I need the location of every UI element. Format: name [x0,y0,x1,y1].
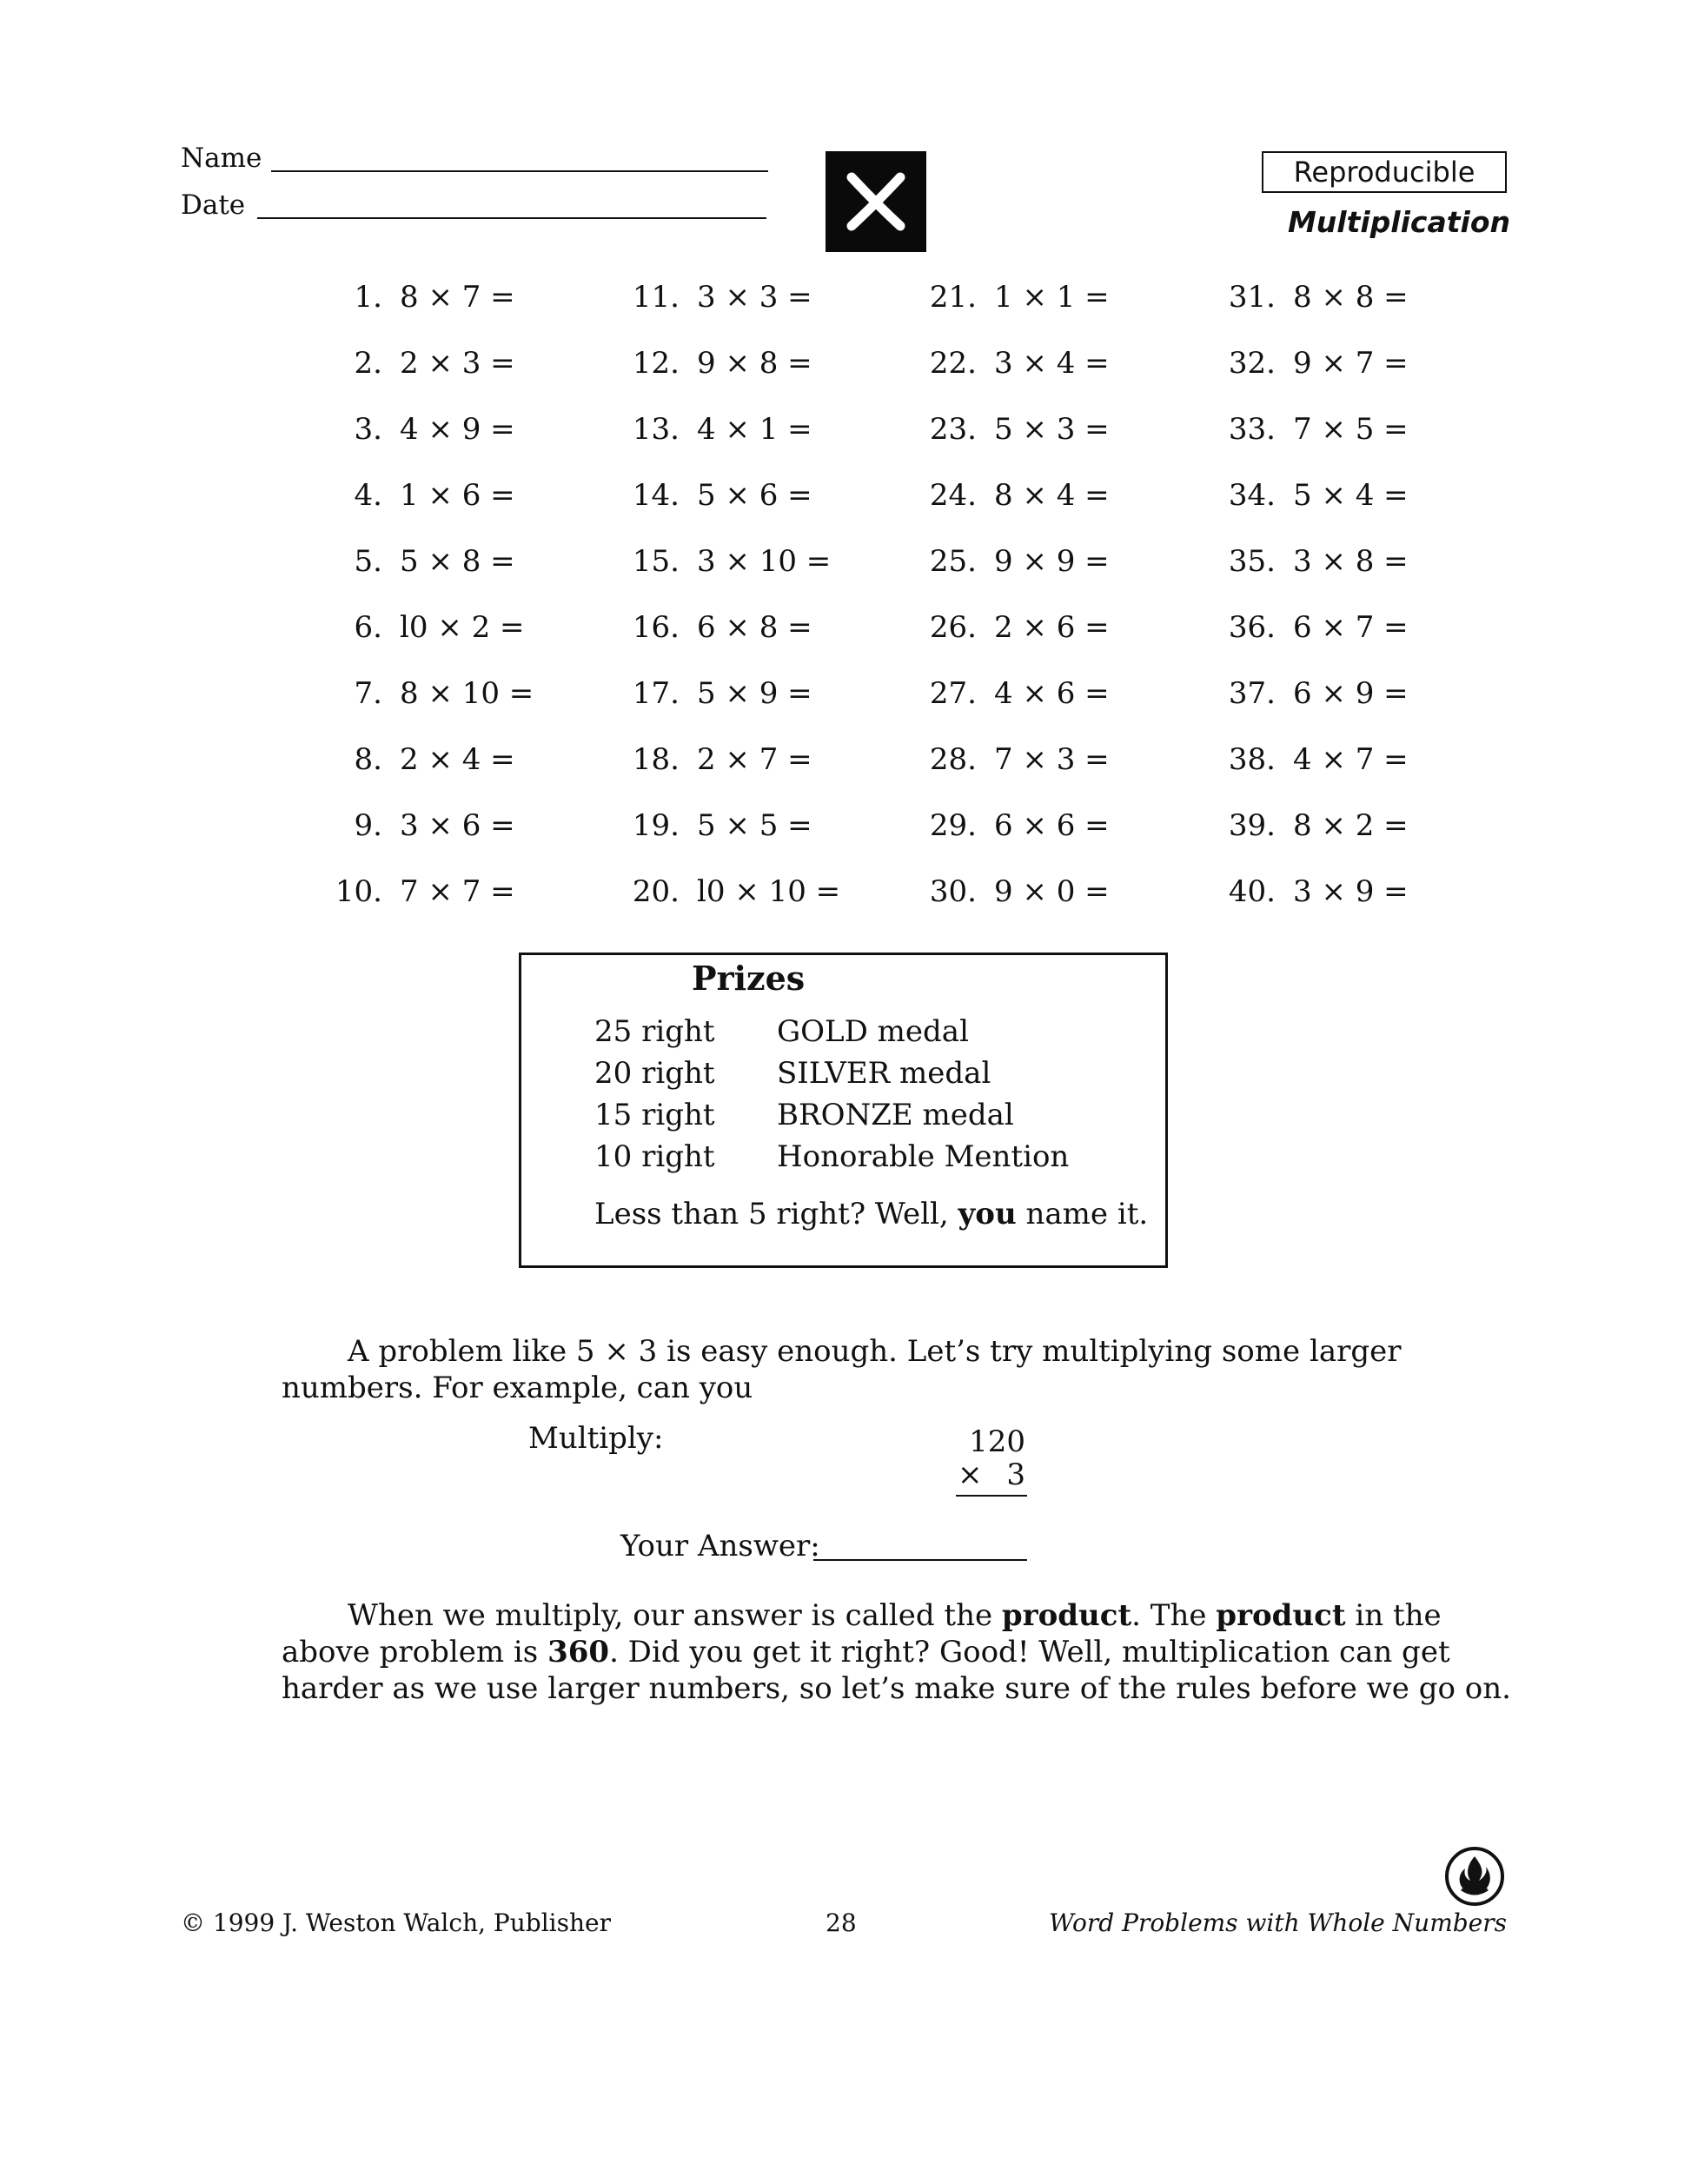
problem-item [911,610,1110,676]
problem-item [1210,412,1409,478]
prize-score: 15 right [594,1098,715,1132]
problem-item [1210,346,1409,412]
intro-line-1: A problem like 5 × 3 is easy enough. Let’s try multiplying some larger [348,1334,1402,1369]
problem-item [613,544,840,610]
prizes-list [594,1014,1069,1181]
problem-number: 9. [354,808,382,843]
problem-item [1210,280,1409,346]
date-field[interactable] [257,217,766,219]
problem-number: 34. [1228,478,1276,513]
bold-term: product [1216,1598,1346,1633]
problem-expression: 3 × 9 = [1293,874,1409,909]
text-run: When we multiply, our answer is called the [348,1598,1002,1633]
footer-copyright: © 1999 J. Weston Walch, Publisher [181,1909,611,1937]
problem-expression: 6 × 7 = [1293,610,1409,645]
problem-item [613,610,840,676]
prize-row [594,1014,1069,1056]
problem-item [911,676,1110,742]
problem-expression: 2 × 6 = [994,610,1110,645]
problem-expression: 4 × 7 = [1293,742,1409,777]
problem-item [316,280,534,346]
problem-column-4 [1210,280,1409,940]
problem-item [316,742,534,808]
problem-item [911,346,1110,412]
problem-item [613,808,840,874]
footer-page-number: 28 [826,1909,857,1937]
problem-expression: 3 × 4 = [994,346,1110,381]
problem-column-1 [316,280,534,940]
problem-item [613,742,840,808]
problem-expression: 2 × 4 = [400,742,515,777]
example-times-sign: × [958,1457,983,1492]
example-top-number: 120 [969,1424,1025,1459]
problem-item [316,808,534,874]
name-field[interactable] [271,170,768,172]
explanation-line-2 [282,1634,1515,1670]
problem-expression: 8 × 8 = [1293,280,1409,315]
prize-award: BRONZE medal [777,1098,1014,1132]
problem-expression: 3 × 8 = [1293,544,1409,579]
problem-item [1210,610,1409,676]
problem-number: 37. [1228,676,1276,711]
problem-item [911,544,1110,610]
problem-expression: 6 × 8 = [697,610,812,645]
date-label: Date [181,189,246,221]
problem-item [316,874,534,940]
problem-expression: 5 × 4 = [1293,478,1409,513]
text-run: in the [1345,1598,1442,1633]
prizes-title: Prizes [692,959,806,998]
problem-expression: 9 × 9 = [994,544,1110,579]
prize-row [594,1139,1069,1181]
intro-line-2: numbers. For example, can you [282,1371,753,1405]
problem-column-2 [613,280,840,940]
problem-number: 21. [929,280,977,315]
problem-expression: 3 × 6 = [400,808,515,843]
times-icon [826,151,926,252]
explanation-line-3: harder as we use larger numbers, so let’s make sure of the rules before we go on. [282,1671,1511,1706]
problem-expression: 8 × 7 = [400,280,515,315]
problem-number: 30. [929,874,977,909]
footnote-text-end: name it. [1016,1197,1149,1231]
intro-paragraph [282,1333,1498,1406]
problem-item [613,676,840,742]
answer-field[interactable] [813,1559,1027,1561]
problem-item [1210,676,1409,742]
problem-item [911,808,1110,874]
problem-number: 22. [929,346,977,381]
problem-item [911,478,1110,544]
problem-expression: l0 × 10 = [697,874,841,909]
problem-item [1210,742,1409,808]
text-run: . The [1131,1598,1217,1633]
problem-number: 35. [1228,544,1276,579]
problem-item [316,412,534,478]
problem-number: 33. [1228,412,1276,447]
problem-number: 27. [929,676,977,711]
problem-expression: 9 × 8 = [697,346,812,381]
prize-award: GOLD medal [777,1014,969,1049]
problem-expression: 4 × 1 = [697,412,812,447]
problem-number: 24. [929,478,977,513]
explanation-line-1 [282,1597,1515,1634]
problem-expression: 8 × 2 = [1293,808,1409,843]
prize-row [594,1098,1069,1139]
problem-item [316,676,534,742]
prize-score: 10 right [594,1139,715,1174]
explanation-paragraph [282,1597,1515,1707]
problem-item [613,412,840,478]
problem-number: 1. [354,280,382,315]
problem-column-3 [911,280,1110,940]
problem-item [316,478,534,544]
problem-number: 15. [632,544,680,579]
footnote-bold: you [958,1197,1017,1231]
problem-expression: 8 × 10 = [400,676,534,711]
problem-item [911,280,1110,346]
problem-number: 19. [632,808,680,843]
problem-number: 36. [1228,610,1276,645]
problem-number: 10. [335,874,382,909]
problem-item [316,346,534,412]
problem-item [1210,544,1409,610]
bold-term: product [1001,1598,1132,1633]
problem-number: 29. [929,808,977,843]
problem-number: 6. [354,610,382,645]
problem-number: 40. [1228,874,1276,909]
problem-number: 7. [354,676,382,711]
problem-expression: 1 × 1 = [994,280,1110,315]
problem-item [911,742,1110,808]
problem-number: 31. [1228,280,1276,315]
problem-expression: 5 × 8 = [400,544,515,579]
publisher-flame-icon [1444,1846,1505,1907]
problem-number: 32. [1228,346,1276,381]
problem-item [1210,874,1409,940]
prize-row [594,1056,1069,1098]
problem-number: 8. [354,742,382,777]
prize-score: 25 right [594,1014,715,1049]
example-underline [956,1495,1027,1497]
reproducible-badge: Reproducible [1262,151,1507,193]
problem-expression: 2 × 7 = [697,742,812,777]
prize-award: Honorable Mention [777,1139,1070,1174]
problem-item [613,874,840,940]
problem-expression: 3 × 3 = [697,280,812,315]
footnote-text: Less than 5 right? Well, [594,1197,958,1231]
problem-expression: 5 × 9 = [697,676,812,711]
problem-number: 39. [1228,808,1276,843]
problem-number: 28. [929,742,977,777]
problem-expression: 6 × 9 = [1293,676,1409,711]
footer-book-title: Word Problems with Whole Numbers [1049,1909,1507,1937]
problem-expression: 7 × 7 = [400,874,515,909]
problem-item [1210,808,1409,874]
prize-award: SILVER medal [777,1056,991,1091]
problem-number: 20. [632,874,680,909]
problem-number: 26. [929,610,977,645]
problem-item [613,280,840,346]
problem-number: 3. [354,412,382,447]
problem-expression: 9 × 0 = [994,874,1110,909]
problem-expression: 5 × 3 = [994,412,1110,447]
problem-expression: 4 × 6 = [994,676,1110,711]
problem-number: 11. [632,280,680,315]
problem-item [911,412,1110,478]
problem-number: 16. [632,610,680,645]
problem-expression: 7 × 3 = [994,742,1110,777]
problem-number: 17. [632,676,680,711]
problem-expression: 9 × 7 = [1293,346,1409,381]
problem-expression: 6 × 6 = [994,808,1110,843]
problem-expression: 4 × 9 = [400,412,515,447]
problem-number: 25. [929,544,977,579]
prize-score: 20 right [594,1056,715,1091]
problem-number: 4. [354,478,382,513]
problem-number: 38. [1228,742,1276,777]
problem-expression: 8 × 4 = [994,478,1110,513]
problem-number: 2. [354,346,382,381]
problem-item [316,610,534,676]
multiply-label: Multiply: [528,1421,664,1456]
problem-expression: 7 × 5 = [1293,412,1409,447]
problem-item [316,544,534,610]
bold-term: 360 [547,1635,610,1670]
problem-number: 13. [632,412,680,447]
problem-expression: 2 × 3 = [400,346,515,381]
problem-expression: l0 × 2 = [400,610,525,645]
text-run: above problem is [282,1635,548,1670]
problem-item [1210,478,1409,544]
section-title: Multiplication [1287,205,1510,239]
text-run: . Did you get it right? Good! Well, multiplication can get [609,1635,1450,1670]
prizes-box [519,953,1168,1268]
answer-label: Your Answer: [620,1529,820,1563]
name-label: Name [181,143,262,174]
problem-number: 23. [929,412,977,447]
prizes-footnote [594,1197,1148,1231]
problem-number: 12. [632,346,680,381]
problem-number: 14. [632,478,680,513]
example-bottom-number: 3 [1006,1457,1025,1492]
problem-number: 18. [632,742,680,777]
problem-item [911,874,1110,940]
problem-number: 5. [354,544,382,579]
problem-item [613,478,840,544]
problem-expression: 5 × 6 = [697,478,812,513]
problem-expression: 3 × 10 = [697,544,832,579]
multiplication-logo [826,151,926,252]
problem-expression: 1 × 6 = [400,478,515,513]
problem-item [613,346,840,412]
problem-expression: 5 × 5 = [697,808,812,843]
